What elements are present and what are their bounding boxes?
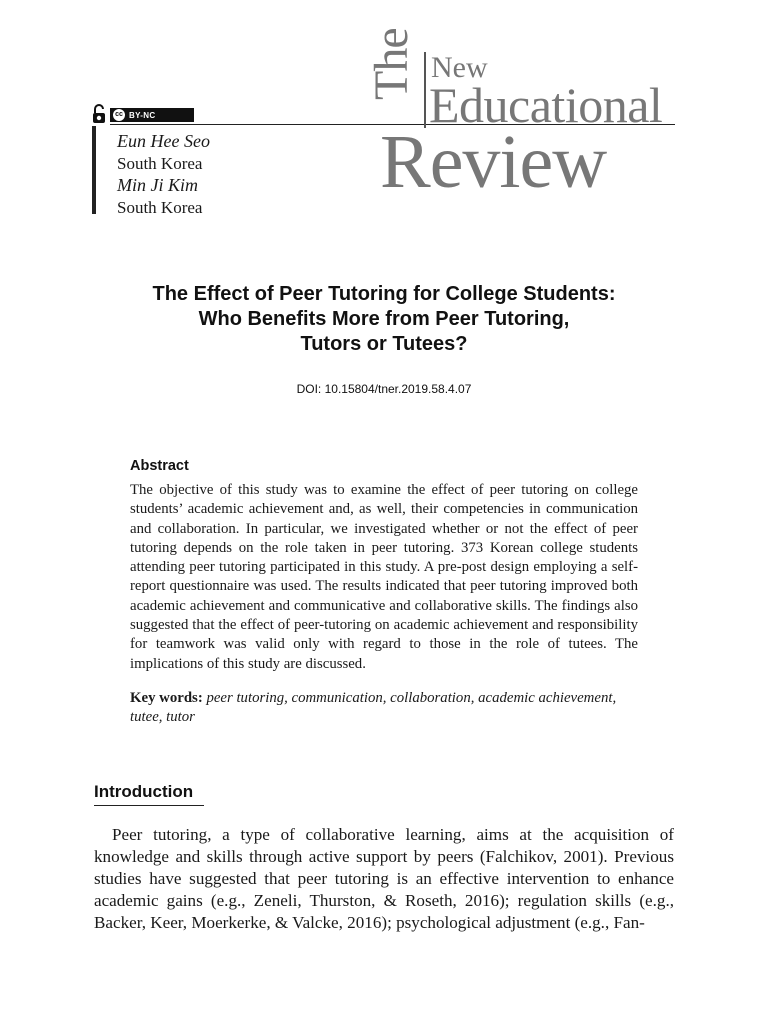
abstract-body: The objective of this study was to examine the effect of peer tutoring on college students’ academic achievement and, as well, their competencies in communication and collaboration. In particular, we investigated whether or not the effect of peer tutoring depends on the role taken in peer tutoring. 373 Korean college students attending peer tutoring participated in this study. A pre-post design employing a self-report questionnaire was used. The results indicated that peer tutoring improved both academic achievement and communicative and collaborative skills. The findings also suggested that the effect of peer-tutoring on academic achievement and responsibility for teamwork was valid only with regard to those in the role of tutees. The implications of this study are discussed. — [130, 482, 638, 672]
title-line-1: The Effect of Peer Tutoring for College Students: — [152, 283, 616, 305]
keywords — [130, 689, 638, 728]
title-line-2: Who Benefits More from Peer Tutoring, — [198, 308, 570, 330]
introduction-underline — [94, 805, 204, 806]
journal-logo-educational: Educational — [429, 77, 663, 133]
author-bar — [92, 126, 96, 214]
author-name-1: Eun Hee Seo — [117, 131, 210, 151]
journal-logo-the: The — [365, 28, 418, 100]
keywords-label: Key words: — [130, 690, 203, 706]
open-access-lock-icon — [92, 104, 106, 124]
keywords-text: peer tutoring, communication, collaboration, academic achievement, tutee, tutor — [130, 690, 617, 726]
author-country-2: South Korea — [117, 198, 203, 217]
paper-title — [0, 282, 768, 357]
title-line-3: Tutors or Tutees? — [300, 333, 468, 355]
introduction-heading: Introduction — [94, 782, 194, 801]
author-name-2: Min Ji Kim — [117, 175, 198, 195]
abstract-heading: Abstract — [130, 458, 189, 474]
journal-logo-divider — [424, 52, 426, 128]
creative-commons-icon: cc — [113, 109, 125, 121]
license-type: BY-NC — [129, 110, 156, 120]
introduction-body: Peer tutoring, a type of collaborative learning, aims at the acquisition of knowledge and skills through active support by peers (Falchikov, 2001). Previous studies have suggested that peer tutoring is an effective intervention to enhance academic gains (e.g., Zeneli, Thurston, & Roseth, 2016); regulation skills (e.g., Backer, Keer, Moerkerke, & Valcke, 2016); psychological adjustment (e.g., Fan- — [94, 825, 674, 933]
doi: DOI: 10.15804/tner.2019.58.4.07 — [296, 382, 472, 396]
cc-license-badge — [110, 108, 194, 122]
journal-logo-review: Review — [380, 120, 607, 204]
journal-logo-new: New — [431, 51, 488, 84]
author-country-1: South Korea — [117, 154, 203, 173]
